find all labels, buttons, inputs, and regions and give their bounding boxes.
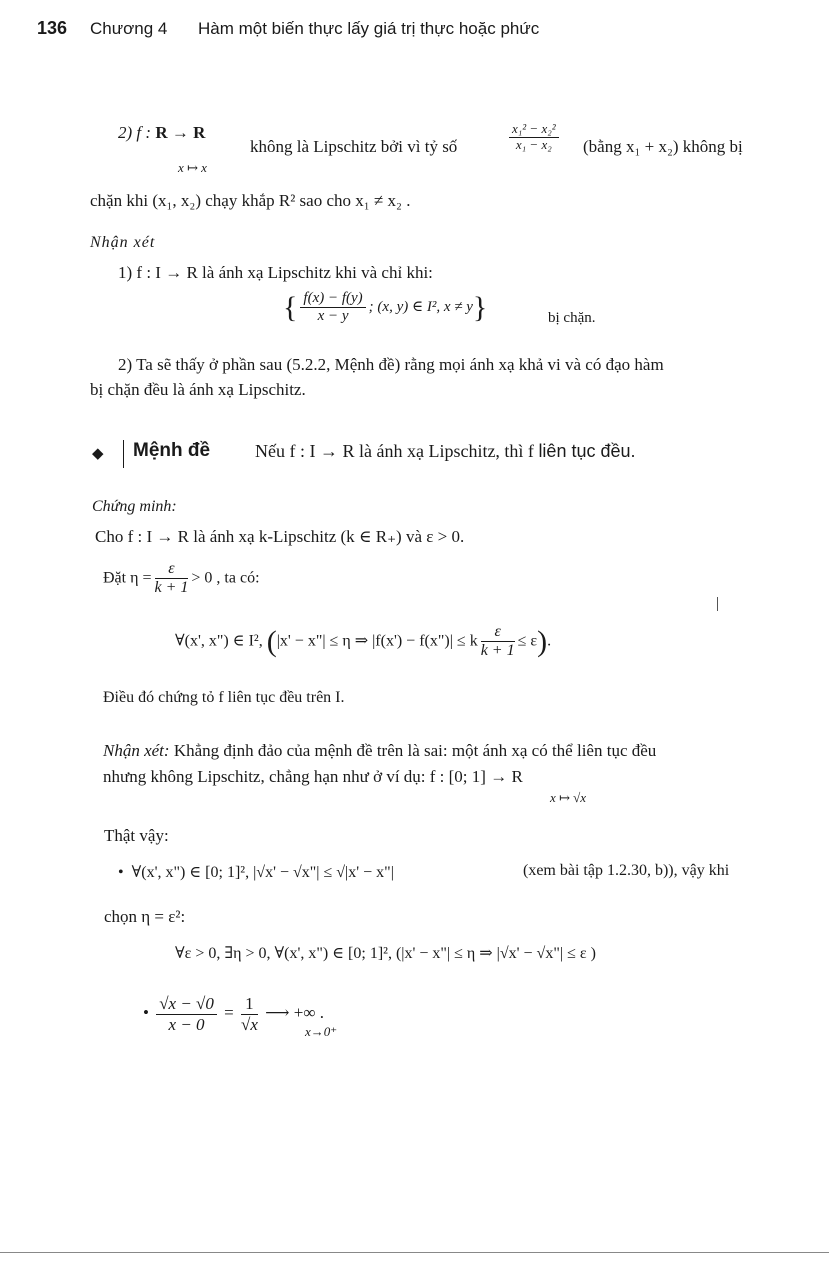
example-2-func: f :: [136, 123, 152, 142]
limit-arrow: ⟶ +∞ .: [265, 1002, 324, 1022]
eta-denominator: k + 1: [154, 579, 189, 597]
proof-title: Chứng minh:: [92, 498, 177, 515]
example-2-label: 2): [118, 123, 133, 142]
example-2-map: R → R: [155, 123, 206, 142]
proposition-label: Mệnh đề: [133, 440, 211, 461]
proposition-bullet: ◆: [92, 446, 104, 462]
bullet-2: [143, 994, 324, 1034]
bullet-1: [118, 862, 394, 882]
remark-2-title: Nhận xét:: [103, 741, 170, 760]
proof-set-eta: [103, 560, 260, 598]
proof-set-suffix: > 0 , ta có:: [191, 569, 260, 587]
k-fraction-denominator: k + 1: [480, 642, 515, 660]
bullet-2-mark: •: [143, 1002, 149, 1022]
k-fraction-numerator: ε: [481, 623, 515, 642]
proposition-statement: [255, 441, 636, 462]
example-2-text1: không là Lipschitz bởi vì tỷ số: [250, 137, 458, 156]
bullet-1-ref: (xem bài tập 1.2.30, b)), vậy khi: [523, 862, 730, 879]
remark-2-rule: x ↦ √x: [550, 790, 587, 805]
remark-2-line2: nhưng không Lipschitz, chẳng hạn như ở ví dụ: f : [0; 1] → R: [103, 767, 523, 786]
set-numerator: f(x) − f(y): [300, 290, 365, 308]
limit-equals: =: [224, 1002, 234, 1022]
remark-1-item1: 1) f : I → R là ánh xạ Lipschitz khi và chỉ khi:: [118, 263, 433, 282]
proposition-divider: [123, 440, 124, 468]
proof-set-prefix: Đặt η =: [103, 569, 152, 587]
proof-forall-c: ≤ ε: [517, 632, 538, 650]
remark-2-epsilon-line: ∀ε > 0, ∃η > 0, ∀(x', x") ∈ [0; 1]², (|x' − x"| ≤ η ⇒ |√x' − √x"| ≤ ε ): [175, 945, 596, 962]
proof-line1: Cho f : I → R là ánh xạ k-Lipschitz (k ∈ R₊) và ε > 0.: [95, 527, 465, 546]
example-2-rule: x ↦ x: [178, 160, 207, 175]
example-2-line1: [118, 123, 205, 143]
remark-1-item2-line2: bị chặn đều là ánh xạ Lipschitz.: [90, 380, 306, 399]
example-2-text2: (bằng x₁ + x₂) không bị: [583, 137, 743, 156]
remark-1-set: { $\frac{f(x) - f(y)}{x - y}$ ; (x, y) ∈ I², x ≠ y}: [283, 290, 488, 325]
remark-2-line1: [103, 741, 656, 761]
limit-subscript: x→0⁺: [305, 1024, 338, 1039]
limit-numerator: √x − √0: [156, 994, 217, 1015]
proposition-statement-a: Nếu f : I → R là ánh xạ Lipschitz, thì f: [255, 441, 534, 461]
proposition-statement-b: liên tục đều.: [538, 441, 636, 461]
proof-forall-b: |x' − x"| ≤ η ⇒ |f(x') − f(x")| ≤ k: [276, 632, 478, 650]
example-2-line2: chặn khi (x₁, x₂) chạy khắp R² sao cho x₁ ≠ x₂ .: [90, 191, 411, 210]
remark-1-item2-line1: 2) Ta sẽ thấy ở phần sau (5.2.2, Mệnh đề) rằng mọi ánh xạ khả vi và có đạo hàm: [118, 355, 664, 374]
limit-numerator-2: 1: [241, 994, 258, 1015]
chapter-title: Hàm một biến thực lấy giá trị thực hoặc phức: [198, 19, 540, 38]
margin-mark: [717, 597, 718, 611]
set-denominator: x − y: [317, 308, 349, 325]
set-condition: ; (x, y) ∈ I², x ≠ y: [368, 299, 473, 316]
remark-1-set-tail: bị chặn.: [548, 310, 596, 326]
bullet-1-text: ∀(x', x") ∈ [0; 1]², |√x' − √x"| ≤ √|x' − x"|: [131, 864, 394, 881]
proof-forall-a: ∀(x', x") ∈ I²,: [175, 632, 263, 650]
remark-1-title: Nhận xét: [90, 234, 156, 251]
eta-numerator: ε: [155, 560, 189, 579]
example-2-fraction: [506, 122, 562, 153]
page-bottom-rule: [0, 1252, 829, 1253]
proof-forall: ∀(x', x") ∈ I², (|x' − x"| ≤ η ⇒ |f(x') − f(x")| ≤ k $\frac{\varepsilon}{k + 1}$ ≤ ε).: [175, 623, 552, 660]
limit-denominator-2: √x: [240, 1014, 258, 1034]
remark-2-indeed: Thật vậy:: [104, 826, 169, 845]
limit-denominator: x − 0: [168, 1014, 205, 1034]
remark-2-choose: chọn η = ε²:: [104, 907, 186, 926]
remark-2-line1-text: Khẳng định đảo của mệnh đề trên là sai: một ánh xạ có thể liên tục đều: [173, 741, 657, 760]
proof-conclusion: Điều đó chứng tỏ f liên tục đều trên I.: [103, 689, 345, 706]
chapter-label: Chương 4: [90, 19, 168, 38]
ratio-denominator: x₁ − x₂: [515, 136, 552, 152]
page-number: 136: [37, 18, 68, 38]
ratio-numerator: x₁² − x₂²: [509, 122, 559, 138]
bullet-1-mark: •: [118, 864, 124, 881]
